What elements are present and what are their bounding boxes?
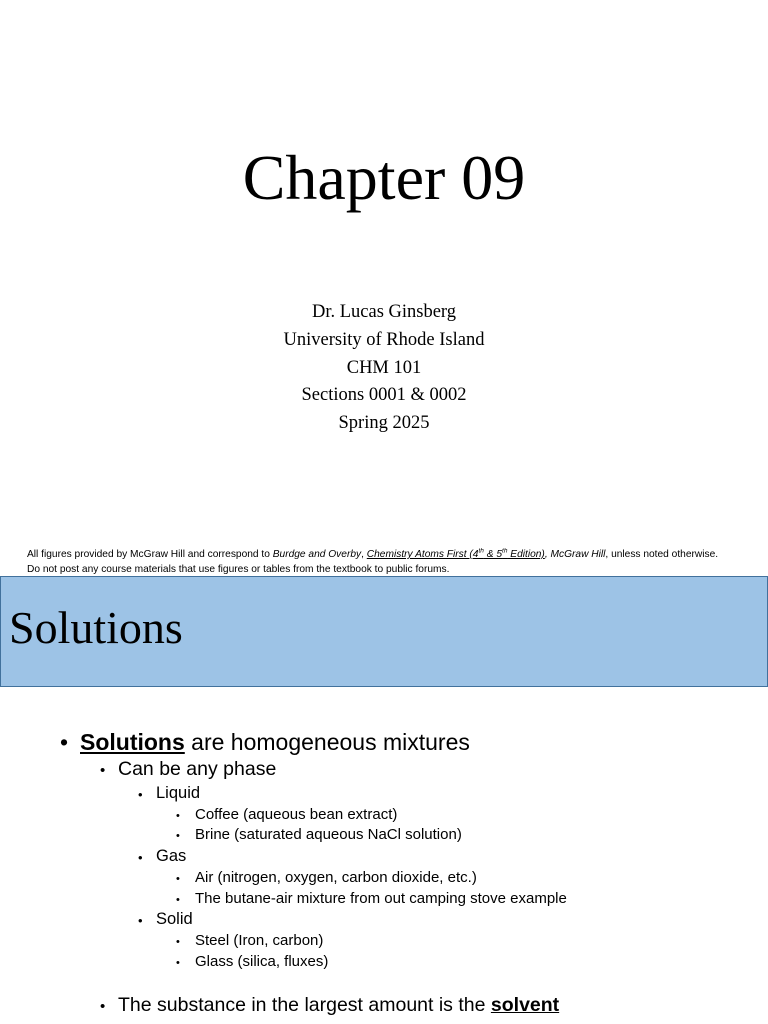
bullet-any-phase	[100, 757, 277, 781]
slide-header-bar	[0, 576, 768, 687]
bullet-text: Steel (Iron, carbon)	[195, 932, 324, 949]
bullet-steel	[176, 931, 324, 951]
bullet-icon: •	[176, 957, 180, 969]
content-slide	[0, 576, 768, 1024]
bullet-text: are homogeneous mixtures	[184, 729, 470, 755]
subtitle-line-instructor: Dr. Lucas Ginsberg	[311, 302, 457, 322]
bullet-coffee	[176, 805, 398, 825]
bullet-text: Liquid	[156, 784, 201, 802]
bullet-glass	[176, 952, 329, 972]
bullet-solid	[138, 909, 193, 930]
bullet-icon: •	[176, 873, 180, 885]
bullet-icon: •	[176, 830, 180, 842]
bullet-gas	[138, 846, 187, 867]
footnote-line-2: Do not post any course materials that use figures or tables from the textbook to public forums.	[27, 563, 450, 575]
bullet-solvent	[100, 993, 560, 1017]
bullet-text: Air (nitrogen, oxygen, carbon dioxide, etc.)	[195, 869, 477, 886]
bullet-text: The substance in the largest amount is the	[118, 994, 491, 1016]
bullet-text: Brine (saturated aqueous NaCl solution)	[195, 826, 462, 843]
bullet-text: Gas	[156, 847, 187, 865]
footnote-text: All figures provided by McGraw Hill and correspond to	[27, 549, 273, 560]
bullet-brine	[176, 825, 462, 845]
slide-heading: Solutions	[9, 602, 183, 653]
footnote-sep: ,	[544, 549, 551, 560]
subtitle-line-university: University of Rhode Island	[283, 329, 485, 350]
subtitle-line-course: CHM 101	[346, 357, 422, 378]
term-solvent: solvent	[490, 994, 560, 1016]
bullet-text: Glass (silica, fluxes)	[195, 953, 329, 970]
footnote-publisher: McGraw Hill	[550, 549, 606, 560]
term-solutions: Solutions	[80, 729, 185, 755]
bullet-liquid	[138, 783, 201, 804]
bullet-icon: •	[176, 810, 180, 822]
bullet-text: Coffee (aqueous bean extract)	[195, 806, 398, 823]
bullet-air	[176, 868, 477, 888]
footnote-tail: , unless noted otherwise.	[605, 549, 719, 560]
subtitle-line-sections: Sections 0001 & 0002	[301, 385, 467, 406]
footnote-authors: Burdge and Overby	[272, 549, 362, 560]
subtitle-line-term: Spring 2025	[338, 413, 430, 434]
bullet-text: Solid	[156, 910, 193, 928]
footnote-line-1	[27, 548, 767, 563]
bullet-icon: •	[138, 787, 143, 802]
bullet-icon: •	[176, 894, 180, 906]
bullet-icon: •	[100, 998, 106, 1015]
footnote-comma: ,	[361, 549, 367, 560]
bullet-icon: •	[176, 936, 180, 948]
copyright-footnote	[27, 548, 767, 577]
footnote-book-title: Chemistry Atoms First (4th & 5th Edition)	[366, 547, 545, 560]
bullet-icon: •	[138, 913, 143, 928]
bullet-solutions	[60, 728, 470, 756]
bullet-icon: •	[100, 762, 106, 779]
bullet-text: Can be any phase	[118, 758, 277, 780]
slide-title: Chapter 09	[242, 142, 526, 213]
bullet-text: The butane-air mixture from out camping stove example	[195, 890, 567, 907]
bullet-icon: •	[60, 729, 69, 755]
bullet-icon: •	[138, 850, 143, 865]
bullet-butane	[176, 889, 567, 909]
slide-subtitle	[0, 299, 768, 438]
